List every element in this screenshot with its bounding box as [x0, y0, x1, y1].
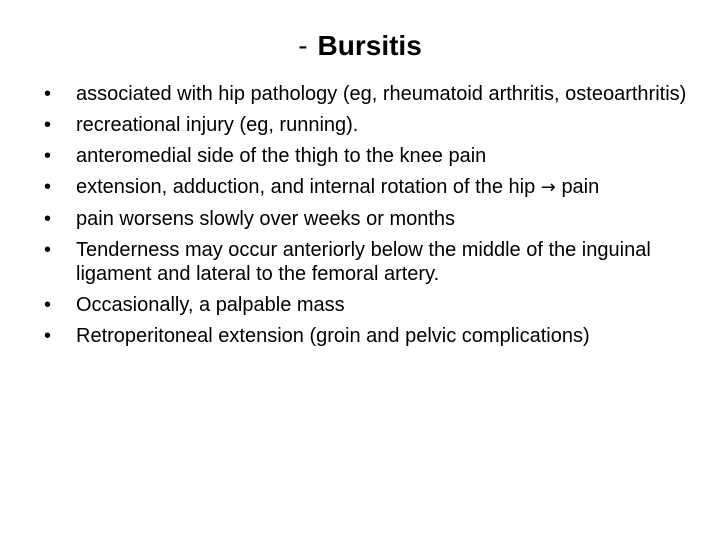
- bullet-text: Retroperitoneal extension (groin and pelvic complications): [76, 325, 590, 347]
- bullet-text: recreational injury (eg, running).: [76, 114, 359, 136]
- bullet-icon: •: [44, 83, 52, 105]
- bullet-text: Occasionally, a palpable mass: [76, 294, 345, 316]
- bullet-item: [44, 82, 694, 106]
- bullet-text-tail: pain: [561, 176, 600, 198]
- title-text: Bursitis: [317, 30, 422, 61]
- bullet-item: [44, 175, 694, 200]
- bullet-icon: •: [44, 325, 52, 347]
- bullet-icon: •: [44, 208, 52, 230]
- bullet-text: anteromedial side of the thigh to the knee pain: [76, 145, 487, 167]
- bullet-icon: •: [44, 294, 52, 316]
- title-dash: -: [298, 30, 308, 61]
- bullet-icon: •: [44, 114, 52, 136]
- bullet-item: [44, 238, 694, 286]
- bullet-text: associated with hip pathology (eg, rheumatoid arthritis, osteoarthritis): [76, 83, 687, 105]
- bullet-icon: •: [44, 176, 52, 198]
- bullet-icon: •: [44, 145, 52, 167]
- bullet-item: [44, 113, 694, 137]
- bullet-text: pain worsens slowly over weeks or months: [76, 208, 456, 230]
- right-arrow-icon: →: [540, 177, 556, 198]
- bullet-item: [44, 144, 694, 168]
- bullet-text: extension, adduction, and internal rotation of the hip: [76, 176, 536, 198]
- bullet-text: Tenderness may occur anteriorly below the middle of the inguinal ligament and lateral to the femoral artery.: [76, 239, 651, 285]
- slide-title: [0, 28, 720, 64]
- bullet-item: [44, 324, 694, 348]
- bullet-icon: •: [44, 239, 52, 261]
- bullet-list: [44, 82, 694, 355]
- bullet-item: [44, 293, 694, 317]
- bullet-item: [44, 207, 694, 231]
